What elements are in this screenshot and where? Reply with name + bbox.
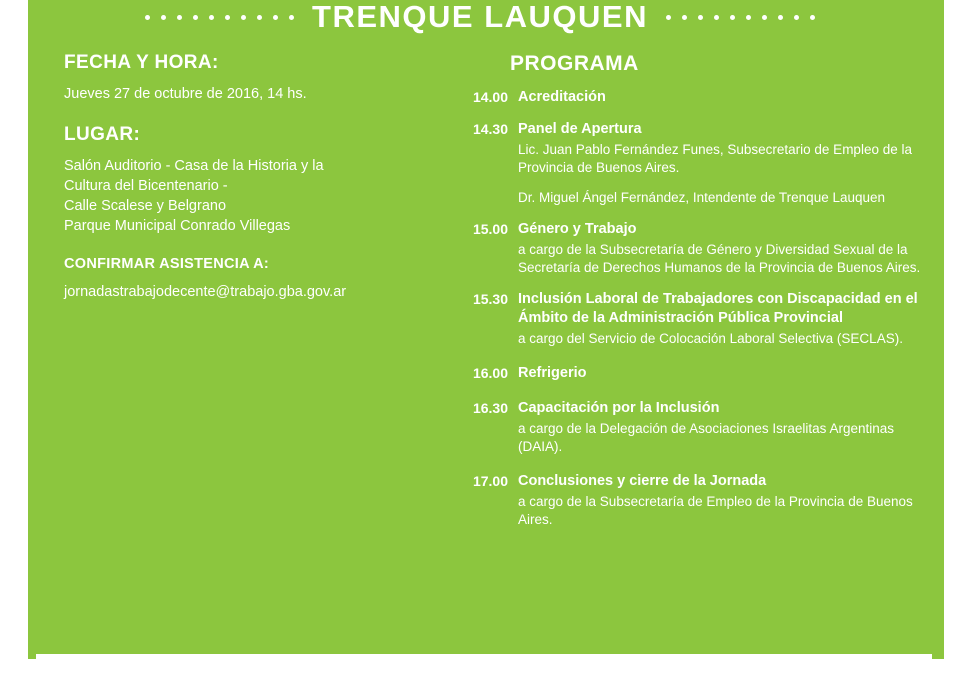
program-item-body (518, 364, 932, 383)
program-item-name: Capacitación por la Inclusión (518, 400, 720, 416)
program-item-description: a cargo de la Delegación de Asociaciones Israelitas Argentinas (DAIA). (518, 421, 894, 454)
program-item-time: 15.00 (472, 221, 508, 237)
program-item-body (518, 472, 932, 529)
dot-ornament-left (127, 15, 312, 20)
bottom-margin-strip (0, 659, 960, 675)
program-item-name: Acreditación (518, 89, 606, 105)
program-item-body (518, 120, 932, 207)
program-item-name: Inclusión Laboral de Trabajadores con Discapacidad en el Ámbito de la Administración Pública Provincial (518, 291, 918, 326)
program-item-time: 16.30 (472, 400, 508, 416)
confirm-heading: CONFIRMAR ASISTENCIA A: (64, 256, 270, 272)
program-item-description: a cargo de la Subsecretaría de Género y Diversidad Sexual de la Secretaría de Derechos Humanos de la Provincia de Buenos Aires. (518, 242, 921, 275)
program-list (462, 88, 932, 529)
place-line: Salón Auditorio - Casa de la Historia y la (64, 158, 324, 174)
program-item-body (518, 220, 932, 277)
program-item-time: 17.00 (472, 473, 508, 489)
program-title: PROGRAMA (510, 52, 639, 75)
bottom-divider-rule (36, 654, 932, 659)
program-item-name: Refrigerio (518, 365, 587, 381)
program-item-name: Panel de Apertura (518, 121, 642, 137)
right-margin-strip (944, 0, 960, 675)
dot-ornament-right (648, 15, 833, 20)
program-item-time: 14.00 (472, 89, 508, 105)
program-item-description: Lic. Juan Pablo Fernández Funes, Subsecretario de Empleo de la Provincia de Buenos Aires. (518, 142, 912, 175)
confirm-block (64, 256, 484, 302)
datetime-value: Jueves 27 de octubre de 2016, 14 hs. (64, 86, 307, 102)
program-item-name: Género y Trabajo (518, 221, 637, 237)
place-line: Calle Scalese y Belgrano (64, 198, 227, 214)
program-item (462, 364, 932, 383)
datetime-block (64, 52, 484, 104)
confirm-email-link[interactable]: jornadastrabajodecente@trabajo.gba.gov.ar (64, 284, 347, 300)
program-item (462, 472, 932, 529)
program-item-description: Dr. Miguel Ángel Fernández, Intendente de Trenque Lauquen (518, 190, 886, 205)
program-item-name: Conclusiones y cierre de la Jornada (518, 473, 767, 489)
datetime-heading: FECHA Y HORA: (64, 52, 219, 73)
program-item (462, 120, 932, 207)
program-column (462, 52, 932, 542)
place-line: Cultura del Bicentenario - (64, 178, 228, 194)
program-item-description: a cargo del Servicio de Colocación Laboral Selectiva (SECLAS). (518, 331, 903, 346)
program-item (462, 399, 932, 456)
program-item-body (518, 399, 932, 456)
program-item-time: 14.30 (472, 121, 508, 137)
program-item-time: 15.30 (472, 291, 508, 307)
program-item-body (518, 88, 932, 107)
program-item (462, 290, 932, 348)
place-heading: LUGAR: (64, 124, 141, 145)
program-item-description: a cargo de la Subsecretaría de Empleo de la Provincia de Buenos Aires. (518, 494, 913, 527)
program-item (462, 220, 932, 277)
program-item (462, 88, 932, 107)
program-item-time: 16.00 (472, 365, 508, 381)
place-line: Parque Municipal Conrado Villegas (64, 218, 291, 234)
poster-title-row (0, 0, 960, 34)
place-block (64, 124, 484, 236)
left-margin-strip (0, 0, 28, 675)
program-item-body (518, 290, 932, 348)
details-column (64, 52, 484, 318)
page-title: TRENQUE LAUQUEN (312, 0, 648, 34)
